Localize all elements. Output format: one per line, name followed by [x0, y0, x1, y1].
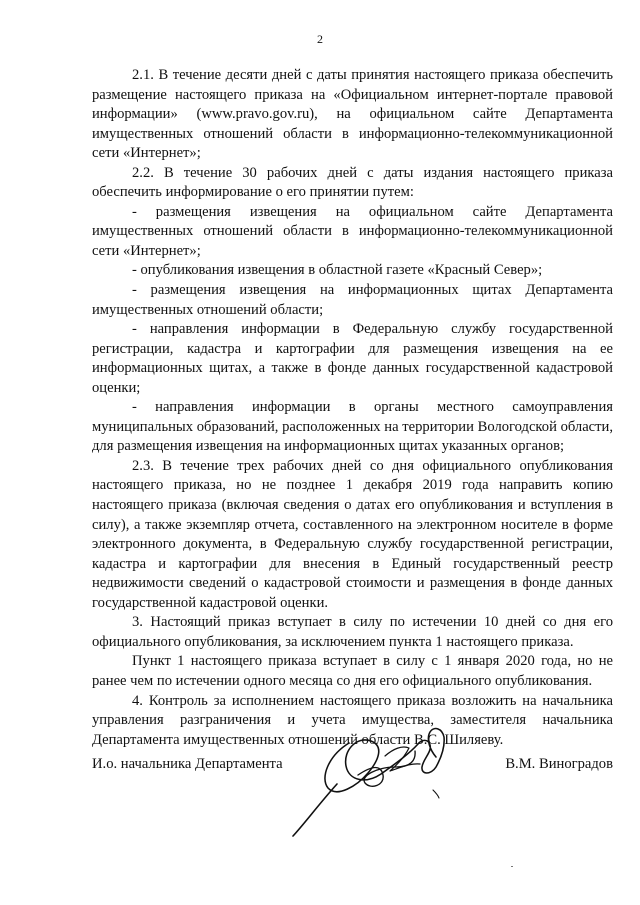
signer-position: И.о. начальника Департамента — [92, 756, 283, 772]
list-item-official-site: - размещения извещения на официальном сайте Департамента имущественных отношений области в информационно-телекоммуникационной сети «Интернет»; — [92, 203, 613, 259]
list-item-federal-service: - направления информации в Федеральную службу государственной регистрации, кадастра и картографии для размещения извещения на ее информационных щитах, а также в фонде данных государственной кадастровой оценки; — [92, 321, 613, 396]
paragraph-4: 4. Контроль за исполнением настоящего приказа возложить на начальника управления разграничения и учета имущества, заместителя начальника Департамента имущественных отношений области В.С. Шиляеву. — [92, 692, 613, 748]
signer-name: В.М. Виноградов — [505, 756, 613, 772]
page-number: 2 — [317, 32, 323, 46]
paragraph-2-3: 2.3. В течение трех рабочих дней со дня официального опубликования настоящего приказа, но не позднее 1 декабря 2019 года направить копию настоящего приказа (включая сведения о датах его опубликования и вступления в силу), а также экземпляр отчета, составленного на электронном носителе в форме электронного документа, в Федеральную службу государственной регистрации, кадастра и картографии для внесения в Единый государственный реестр недвижимости сведений о кадастровой стоимости и размещения в фонде данных государственной кадастровой оценки. — [92, 457, 613, 611]
paragraph-2-2: 2.2. В течение 30 рабочих дней с даты издания настоящего приказа обеспечить информирование о его принятии путем: — [92, 164, 613, 201]
paragraph-3: 3. Настоящий приказ вступает в силу по истечении 10 дней со дня его официального опубликования, за исключением пункта 1 настоящего приказа. — [92, 614, 613, 650]
handwritten-signature — [285, 712, 460, 840]
list-item-regional-newspaper: - опубликования извещения в областной газете «Красный Север»; — [132, 262, 543, 279]
paragraph-3-exception: Пункт 1 настоящего приказа вступает в силу с 1 января 2020 года, но не ранее чем по истечении одного месяца со дня его официального опубликования. — [92, 653, 613, 689]
scan-mark — [511, 866, 513, 867]
list-item-local-government: - направления информации в органы местного самоуправления муниципальных образований, расположенных на территории Вологодской области, для размещения извещения на информационных щитах указанных органов; — [92, 399, 613, 455]
document-body — [92, 66, 613, 750]
paragraph-2-1: 2.1. В течение десяти дней с даты принятия настоящего приказа обеспечить размещение настоящего приказа на «Официальном интернет-портале правовой информации» (www.pravo.gov.ru), на официальном сайте Департамента имущественных отношений области в информационно-телекоммуникационной сети «Интернет»; — [92, 67, 613, 162]
list-item-department-boards: - размещения извещения на информационных щитах Департамента имущественных отношений области; — [92, 282, 613, 318]
